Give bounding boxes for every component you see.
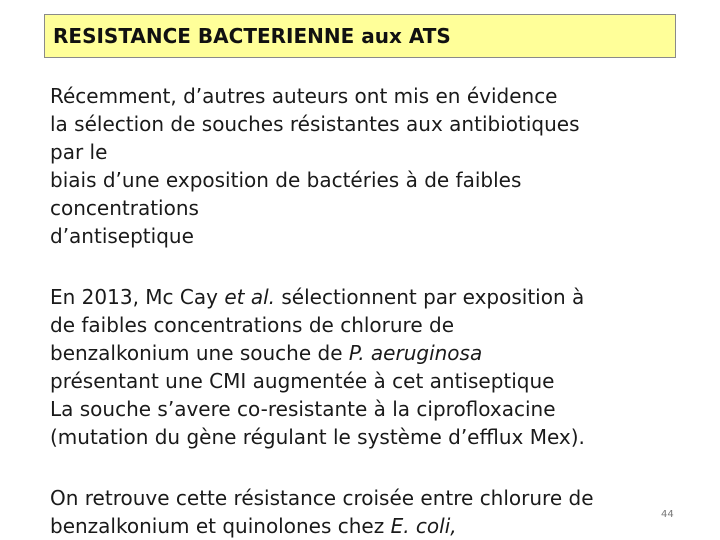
slide-title: RESISTANCE BACTERIENNE aux ATS (44, 14, 676, 58)
paragraph-1-line: Récemment, d’autres auteurs ont mis en évidence (50, 84, 558, 108)
paragraph-3 (50, 484, 594, 540)
text-segment: benzalkonium et quinolones chez (50, 514, 391, 538)
text-segment: En 2013, Mc Cay (50, 285, 225, 309)
paragraph-3-line (50, 512, 594, 540)
paragraph-2-line (50, 339, 585, 367)
text-segment: sélectionnent par exposition à (275, 285, 585, 309)
paragraph-2-line: présentant une CMI augmentée à cet antiseptique (50, 369, 555, 393)
italic-text: E. coli, (390, 514, 457, 538)
paragraph-1-line: par le (50, 140, 108, 164)
paragraph-2 (50, 283, 585, 451)
text-segment: benzalkonium une souche de (50, 341, 349, 365)
paragraph-1 (50, 82, 579, 250)
italic-text: P. aeruginosa (348, 341, 483, 365)
paragraph-2-line: de faibles concentrations de chlorure de (50, 313, 455, 337)
italic-text: et al. (224, 285, 275, 309)
paragraph-1-line: la sélection de souches résistantes aux antibiotiques (50, 112, 580, 136)
paragraph-2-line (50, 283, 585, 311)
paragraph-2-line: (mutation du gène régulant le système d’efflux Mex). (50, 425, 585, 449)
paragraph-1-line: concentrations (50, 196, 199, 220)
page-number: 44 (661, 509, 674, 520)
paragraph-3-line: On retrouve cette résistance croisée entre chlorure de (50, 486, 594, 510)
paragraph-1-line: biais d’une exposition de bactéries à de faibles (50, 168, 522, 192)
paragraph-2-line: La souche s’avere co-resistante à la ciprofloxacine (50, 397, 556, 421)
paragraph-1-line: d’antiseptique (50, 224, 194, 248)
